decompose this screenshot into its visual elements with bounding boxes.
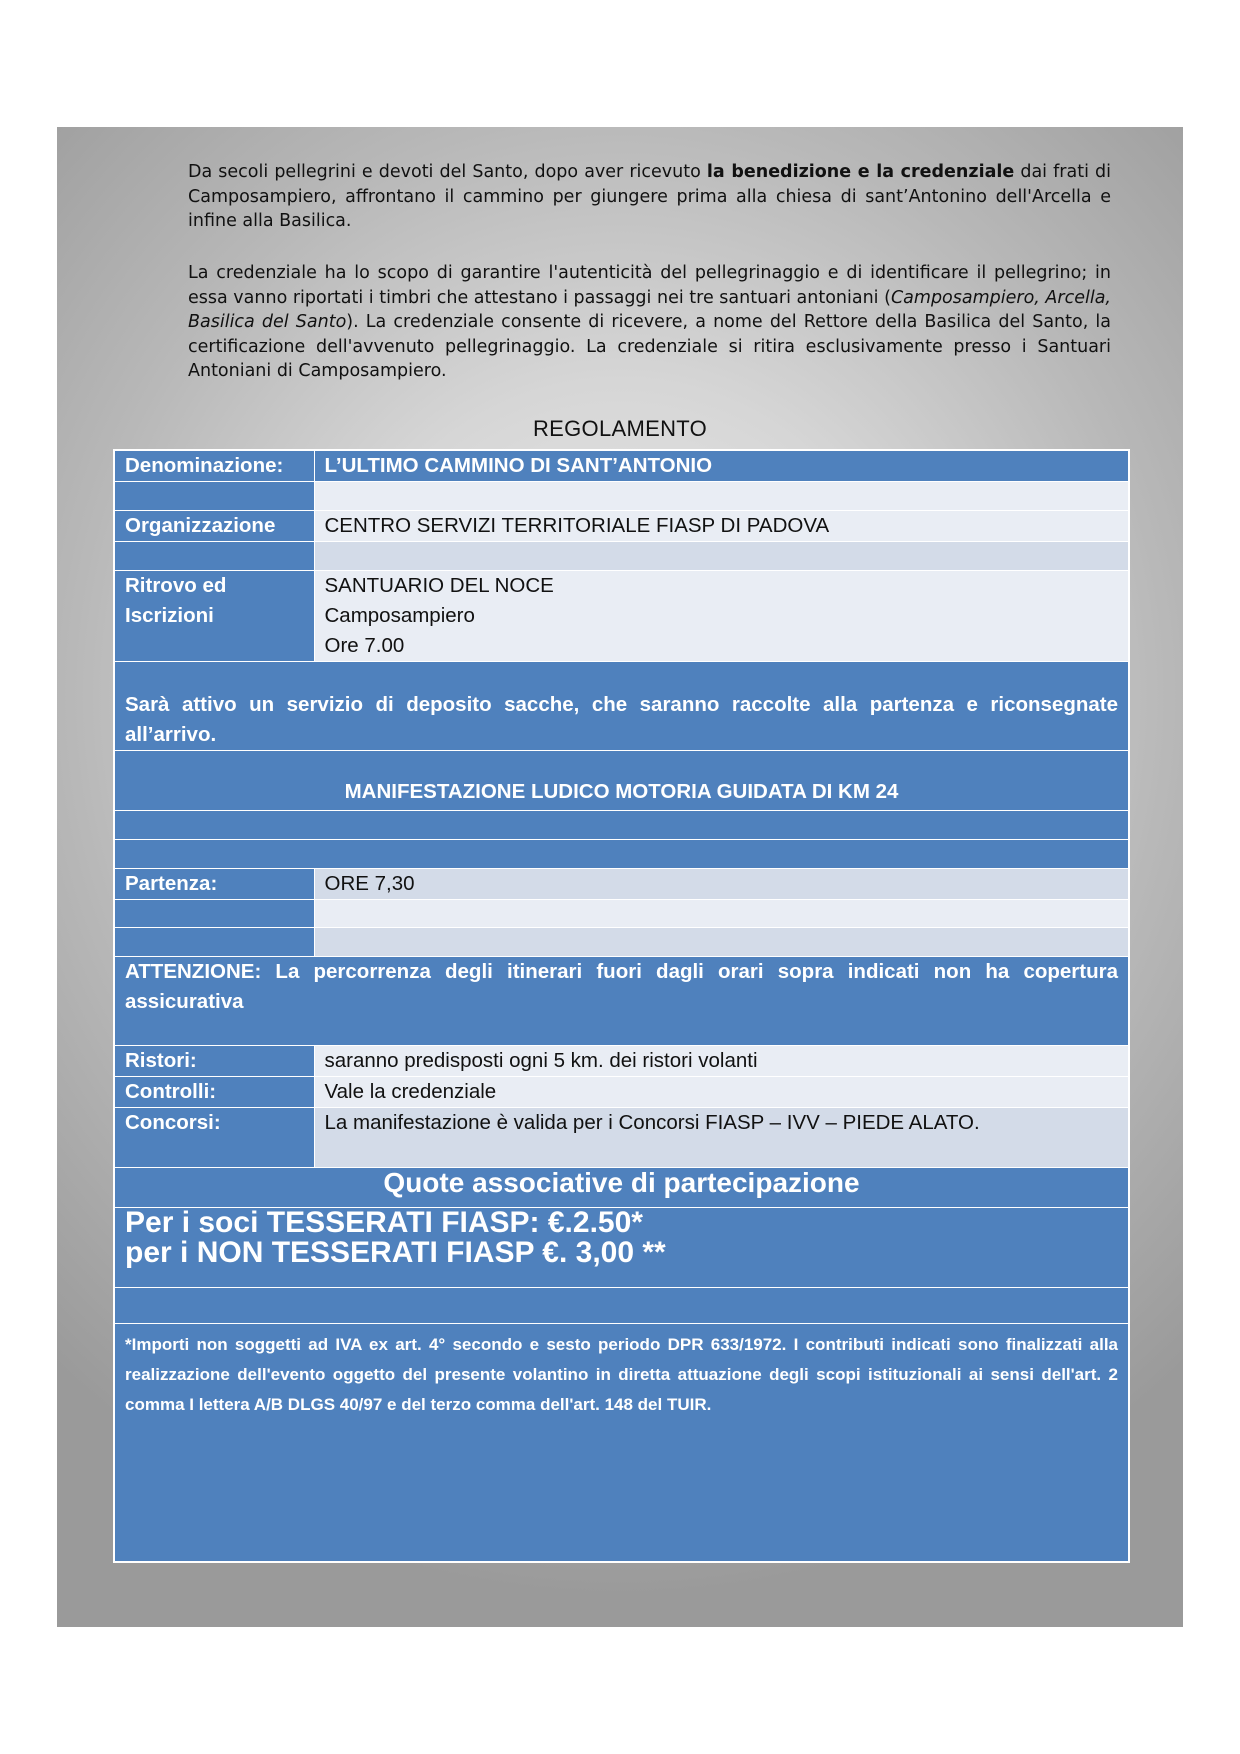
controlli-value: Vale la credenziale <box>314 1077 1129 1108</box>
flyer-frame <box>57 127 1183 1627</box>
table-row <box>114 1324 1129 1562</box>
intro-paragraph-2 <box>188 261 1111 384</box>
table-row <box>114 1168 1129 1208</box>
quote-title: Quote associative di partecipazione <box>114 1168 1129 1208</box>
quote-soci: Per i soci TESSERATI FIASP: €.2.50* <box>125 1206 643 1239</box>
concorsi-value: La manifestazione è valida per i Concorsi FIASP – IVV – PIEDE ALATO. <box>314 1108 1129 1168</box>
empty-cell <box>314 482 1129 511</box>
empty-cell <box>114 1288 1129 1324</box>
table-row <box>114 1046 1129 1077</box>
quote-non-soci: per i NON TESSERATI FIASP €. 3,00 ** <box>125 1236 666 1269</box>
intro-bold-text: la benedizione e la credenziale <box>706 162 1015 182</box>
manifestazione-heading: MANIFESTAZIONE LUDICO MOTORIA GUIDATA DI KM 24 <box>114 751 1129 811</box>
ritrovo-value-line: SANTUARIO DEL NOCE <box>324 574 554 597</box>
concorsi-label: Concorsi: <box>114 1108 314 1168</box>
table-row <box>114 900 1129 928</box>
intro-italic-text: Camposampiero, Arcella, Basilica del Santo <box>188 287 1111 332</box>
controlli-label: Controlli: <box>114 1077 314 1108</box>
empty-cell <box>114 811 1129 840</box>
empty-cell <box>114 900 314 928</box>
table-row <box>114 1108 1129 1168</box>
partenza-label: Partenza: <box>114 869 314 900</box>
empty-cell <box>114 928 314 957</box>
table-row <box>114 811 1129 840</box>
empty-cell <box>114 542 314 571</box>
ritrovo-label-line: Ritrovo ed <box>125 574 227 597</box>
deposito-notice: Sarà attivo un servizio di deposito sacche, che saranno raccolte alla partenza e riconsegnate all’arrivo. <box>114 662 1129 751</box>
fiscal-note: *Importi non soggetti ad IVA ex art. 4° secondo e sesto periodo DPR 633/1972. I contributi indicati sono finalizzati alla realizzazione dell'evento oggetto del presente volantino in diretta attuazione degli scopi istituzionali ai sensi dell'art. 2 comma I lettera A/B DLGS 40/97 e del terzo comma dell'art. 148 del TUIR. <box>114 1324 1129 1562</box>
intro-text: dai frati di Camposampiero, affrontano il cammino per giungere prima alla chiesa di sant’Antonino dell'Arcella e infine alla Basilica. <box>188 162 1111 231</box>
empty-cell <box>114 840 1129 869</box>
intro-text: Da secoli pellegrini e devoti del Santo, dopo aver ricevuto <box>188 162 707 182</box>
table-row <box>114 450 1129 482</box>
ristori-value: saranno predisposti ogni 5 km. dei ristori volanti <box>314 1046 1129 1077</box>
table-row <box>114 1077 1129 1108</box>
intro-text: La credenziale ha lo scopo di garantire l'autenticità del pellegrinaggio e di identificare il pellegrino; in essa vanno riportati i timbri che attestano i passaggi nei tre santuari antoniani ( <box>188 263 1111 308</box>
regolamento-table <box>113 449 1130 1563</box>
ritrovo-value-line: Ore 7.00 <box>324 634 405 657</box>
table-row <box>114 928 1129 957</box>
denominazione-label: Denominazione: <box>114 450 314 482</box>
ristori-label: Ristori: <box>114 1046 314 1077</box>
empty-cell <box>114 482 314 511</box>
table-row <box>114 482 1129 511</box>
organizzazione-label: Organizzazione <box>114 511 314 542</box>
ritrovo-value-line: Camposampiero <box>324 604 475 627</box>
table-row <box>114 1288 1129 1324</box>
quote-values <box>114 1208 1129 1288</box>
table-row <box>114 751 1129 811</box>
regolamento-title: REGOLAMENTO <box>532 416 708 441</box>
ritrovo-value <box>314 571 1129 662</box>
table-row <box>114 662 1129 751</box>
table-row <box>114 542 1129 571</box>
table-row <box>114 840 1129 869</box>
partenza-value: ORE 7,30 <box>314 869 1129 900</box>
organizzazione-value: CENTRO SERVIZI TERRITORIALE FIASP DI PADOVA <box>314 511 1129 542</box>
table-row <box>114 1208 1129 1288</box>
table-row <box>114 511 1129 542</box>
denominazione-value: L’ULTIMO CAMMINO DI SANT’ANTONIO <box>314 450 1129 482</box>
table-row <box>114 571 1129 662</box>
empty-cell <box>314 900 1129 928</box>
intro-paragraph-1 <box>188 160 1111 234</box>
table-row <box>114 957 1129 1046</box>
attenzione-notice: ATTENZIONE: La percorrenza degli itinerari fuori dagli orari sopra indicati non ha copertura assicurativa <box>114 957 1129 1046</box>
ritrovo-label <box>114 571 314 662</box>
empty-cell <box>314 542 1129 571</box>
table-row <box>114 869 1129 900</box>
ritrovo-label-line: Iscrizioni <box>125 604 214 627</box>
empty-cell <box>314 928 1129 957</box>
intro-text: ). La credenziale consente di ricevere, a nome del Rettore della Basilica del Santo, la certificazione dell'avvenuto pellegrinaggio. La credenziale si ritira esclusivamente presso i Santuari Antoniani di Camposampiero. <box>188 312 1111 381</box>
